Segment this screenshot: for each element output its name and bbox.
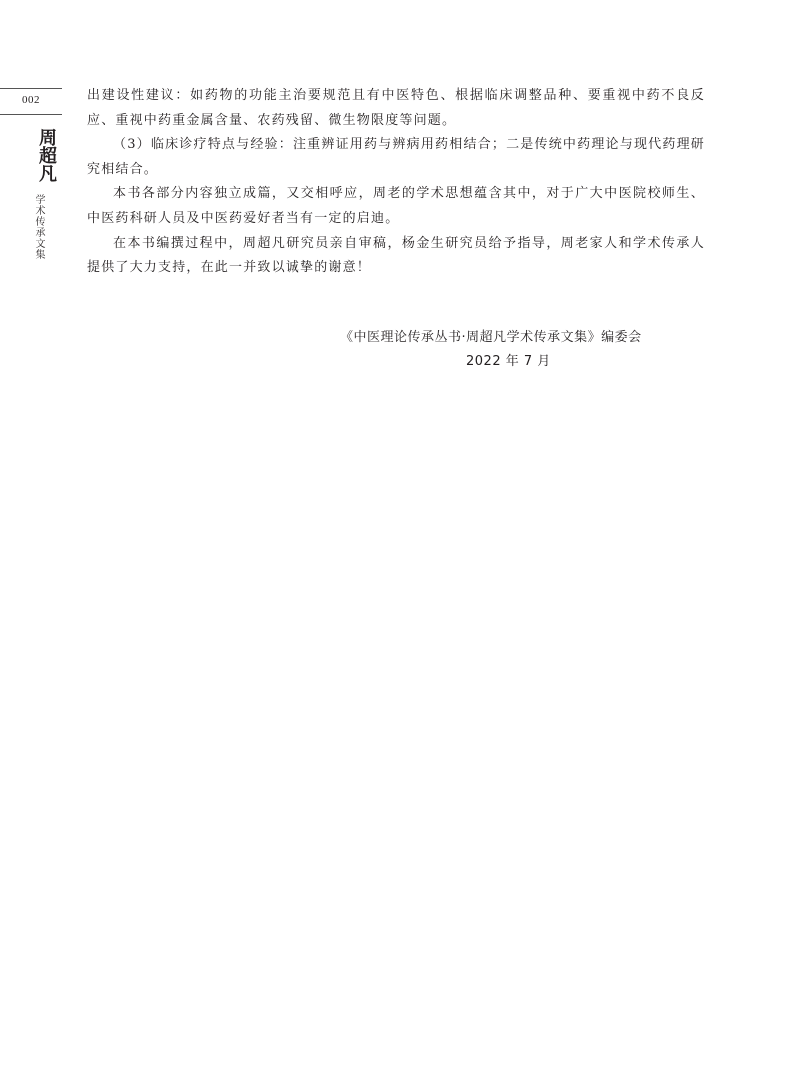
page-number-bottom-rule (0, 114, 62, 115)
paragraph-clinical-features: （3）临床诊疗特点与经验：注重辨证用药与辨病用药相结合；二是传统中药理论与现代药理研究相结合。 (87, 137, 705, 177)
paragraph-acknowledgement: 在本书编撰过程中，周超凡研究员亲自审稿，杨金生研究员给予指导，周老家人和学术传承人提供了大力支持，在此一并致以诚挚的谢意！ (87, 235, 705, 276)
page-number-top-rule (0, 88, 62, 89)
paragraph-continued: 出建设性建议：如药物的功能主治要规范且有中医特色、根据临床调整品种、要重视中药不良反应、重视中药重金属含量、农药残留、微生物限度等问题。 (87, 88, 705, 128)
paragraph-book-overview: 本书各部分内容独立成篇，又交相呼应，周老的学术思想蕴含其中，对于广大中医院校师生、中医药科研人员及中医药爱好者当有一定的启迪。 (87, 186, 705, 226)
signature-block (340, 326, 680, 374)
signature-date: 2022 年 7 月 (466, 354, 551, 369)
body-text (87, 84, 705, 281)
series-subtitle: 学术传承文集 (33, 194, 44, 260)
series-author-name: 周超凡 (36, 128, 57, 182)
side-margin (0, 0, 62, 1086)
editorial-committee: 《中医理论传承丛书·周超凡学术传承文集》编委会 (340, 330, 642, 345)
page-number: 002 (22, 94, 40, 106)
